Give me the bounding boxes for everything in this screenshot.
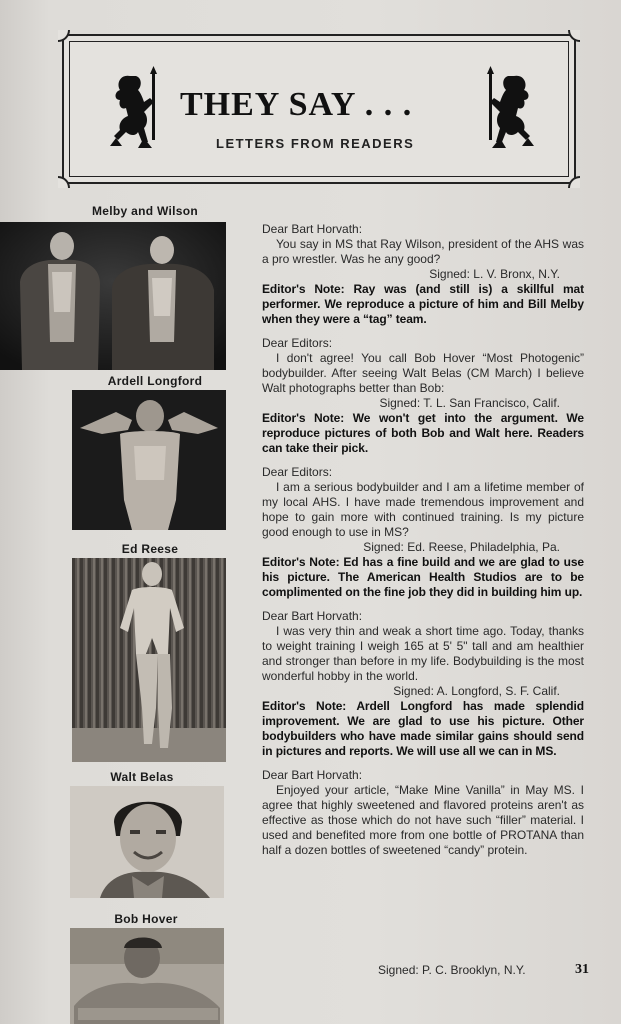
letter-salutation: Dear Bart Horvath: (262, 768, 363, 782)
page-title: THEY SAY . . . (180, 86, 413, 123)
lion-rampant-right-icon (480, 66, 536, 150)
photo-ed-reese (72, 558, 226, 762)
letter-body: I don't agree! You call Bob Hover “Most Photogenic” bodybuilder. After seeing Walt Belas (CM March) I believe Walt photographs better than Bob: (262, 351, 584, 395)
editors-note: Editor's Note: We won't get into the argument. We reproduce pictures of both Bob and Walt here. Readers can take their pick. (262, 411, 584, 455)
letter-signature: Signed: P. C. Brooklyn, N.Y. (378, 963, 526, 977)
letter-body: You say in MS that Ray Wilson, president of the AHS was a pro wrestler. Was he any good? (262, 237, 584, 266)
letter-item (262, 222, 584, 327)
letter-salutation: Dear Bart Horvath: (262, 222, 363, 236)
photo-caption: Ardell Longford (107, 374, 203, 388)
letter-item (262, 465, 584, 600)
letter-body: I am a serious bodybuilder and I am a lifetime member of my local AHS. I have made tremendous improvement and hope to gain more with continued training. Is my picture good enough to use in MS? (262, 480, 584, 539)
page-number: 31 (575, 962, 589, 977)
letter-salutation: Dear Editors: (262, 336, 333, 350)
editors-note: Editor's Note: Ardell Longford has made splendid improvement. We are glad to use his picture. Other bodybuilders who have made similar gains should send in pictures and reports. We will use all we can in MS. (262, 699, 584, 758)
letter-body: Enjoyed your article, “Make Mine Vanilla” in May MS. I agree that highly sweetened and flavored proteins aren't as effective as those which do not have such “filler” material. I used and benefited more from one bottle of PROTANA than half a dozen bottles of sweetened “candy” protein. (262, 783, 584, 857)
photo-caption: Ed Reese (121, 542, 179, 556)
photo-ardell-longford (72, 390, 226, 530)
photo-melby-wilson (0, 222, 226, 370)
photo-bob-hover (70, 928, 224, 1024)
letter-salutation: Dear Bart Horvath: (262, 609, 363, 623)
letter-item (262, 768, 584, 858)
letter-item (262, 336, 584, 456)
page-subtitle: LETTERS FROM READERS (216, 136, 415, 151)
photo-caption: Melby and Wilson (91, 204, 199, 218)
letter-signature: Signed: A. Longford, S. F. Calif. (393, 684, 560, 698)
editors-note: Editor's Note: Ray was (and still is) a skillful mat performer. We reproduce a picture of him and Bill Melby when they were a “tag” team. (262, 282, 584, 326)
photo-caption: Walt Belas (110, 770, 174, 784)
photo-caption: Bob Hover (114, 912, 178, 926)
letters-column (262, 222, 584, 867)
letter-signature: Signed: Ed. Reese, Philadelphia, Pa. (363, 540, 560, 554)
letter-signature: Signed: T. L. San Francisco, Calif. (379, 396, 560, 410)
letter-body: I was very thin and weak a short time ago. Today, thanks to weight training I weigh 165 at 5' 5" tall and am healthier and stronger than before in my life. Bodybuilding is the most wonderful hobby in the world. (262, 624, 584, 683)
letter-salutation: Dear Editors: (262, 465, 333, 479)
editors-note: Editor's Note: Ed has a fine build and we are glad to use his picture. The American Health Studios are to be complimented on the fine job they did in building him up. (262, 555, 584, 599)
letter-signature: Signed: L. V. Bronx, N.Y. (429, 267, 560, 281)
photo-walt-belas (70, 786, 224, 898)
lion-rampant-left-icon (108, 66, 164, 150)
letter-item (262, 609, 584, 759)
